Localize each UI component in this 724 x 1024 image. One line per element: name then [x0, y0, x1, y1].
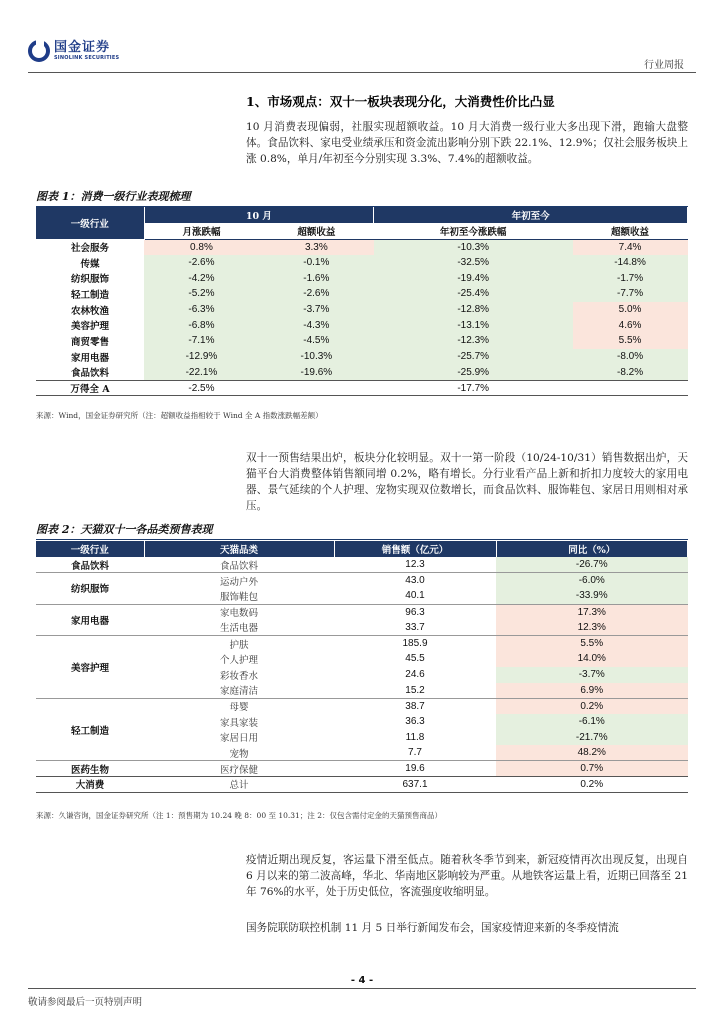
industry-name: 纺织服饰 [70, 274, 109, 286]
category-name: 宠物 [229, 748, 249, 760]
yoy-value: -33.9% [496, 588, 688, 604]
value-cell-ytd-excess: 4.6% [573, 317, 688, 333]
col-sales: 销售额（亿元） [334, 541, 496, 557]
value-cell-ytd-chg: -25.9% [374, 365, 573, 381]
value-cell-ytd-chg: -17.7% [374, 380, 573, 396]
industry-name: 社会服务 [70, 242, 109, 254]
sales-value: 19.6 [334, 761, 496, 777]
sales-value: 12.3 [405, 559, 425, 571]
industry-name: 美容护理 [36, 635, 144, 698]
category-name: 家居日用 [219, 733, 258, 745]
sales-value: 637.1 [334, 777, 496, 793]
industry-name: 美容护理 [70, 321, 109, 333]
value-cell-ytd-chg: -12.8% [374, 302, 573, 318]
value-cell-oct-chg: -6.8% [144, 317, 259, 333]
yoy-value: 6.9% [496, 683, 688, 699]
figure-2-source: 来源：久谦咨询，国金证券研究所（注 1：预售期为 10.24 晚 8：00 至 10.31；注 2：仅包含需付定金的天猫预售商品） [36, 811, 442, 820]
yoy-value: -21.7% [496, 730, 688, 746]
table-row [36, 349, 688, 365]
yoy-value: -26.7% [496, 557, 688, 573]
industry-name: 家用电器 [70, 352, 109, 364]
table-row [36, 333, 688, 349]
value-cell-oct-excess: -1.6% [259, 270, 374, 286]
table-row [36, 698, 688, 714]
col-industry: 一级行业 [36, 541, 144, 557]
sales-value: 40.1 [405, 590, 425, 602]
col-group-oct: 10 月 [144, 207, 374, 223]
value-cell-oct-chg: -22.1% [144, 365, 259, 381]
figure-1-table [36, 207, 688, 396]
value-cell-oct-excess: -4.5% [259, 333, 374, 349]
yoy-value: 17.3% [496, 604, 688, 620]
value-cell-oct-chg: -12.9% [144, 349, 259, 365]
category-name: 食品饮料 [219, 560, 258, 572]
category-name: 服饰鞋包 [219, 591, 258, 603]
value-cell-ytd-chg: -32.5% [374, 255, 573, 271]
value-cell-ytd-excess: 5.0% [573, 302, 688, 318]
yoy-value: -6.0% [496, 573, 688, 589]
value-cell-oct-chg: -2.5% [144, 380, 259, 396]
sales-value: 15.2 [405, 684, 425, 696]
paragraph-2: 双十一预售结果出炉，板块分化较明显。双十一第一阶段（10/24-10/31）销售数据出炉，天猫平台大消费整体销售额同增 0.2%，略有增长。分行业看产品上新和折扣力度较大的家用电器、景气延续的个人护理、宠物实现双位数增长，而食品饮料、服饰鞋包、家居日用则相对承压。 [246, 452, 688, 512]
col-oct-chg: 月涨跌幅 [144, 223, 259, 239]
value-cell-oct-excess: -19.6% [259, 365, 374, 381]
col-industry: 一级行业 [36, 207, 144, 239]
table-row [36, 761, 688, 777]
value-cell-ytd-excess: -8.0% [573, 349, 688, 365]
logo-cn-text: 国金证券 [54, 40, 111, 55]
sales-value: 24.6 [405, 669, 425, 681]
category-name: 彩妆香水 [219, 670, 258, 682]
category-name: 医疗保健 [144, 761, 334, 777]
value-cell-ytd-chg: -13.1% [374, 317, 573, 333]
value-cell-ytd-chg: -10.3% [374, 239, 573, 255]
figure-1-source: 来源：Wind，国金证券研究所（注：超额收益指相较于 Wind 全 A 指数涨跌幅差额） [36, 411, 323, 420]
logo-icon [28, 40, 50, 62]
industry-name: 万得全 A [36, 380, 144, 396]
yoy-value: 48.2% [496, 745, 688, 761]
value-cell-ytd-chg: -25.7% [374, 349, 573, 365]
table-row [36, 777, 688, 793]
value-cell-oct-excess [259, 380, 374, 396]
sales-value: 36.3 [405, 716, 425, 728]
figure-1-title: 图表 1：消费一级行业表现梳理 [36, 188, 688, 207]
paragraph-1: 10 月消费表现偏弱，社服实现超额收益。10 月大消费一级行业大多出现下滑，跑输大盘整体。食品饮料、家电受业绩承压和资金流出影响分别下跌 22.1%、12.9%；仅社会服务板块上涨 0.8%，单月/年初至今分别实现 3.3%、7.4%的超额收益。 [246, 121, 688, 165]
logo-en-text: SINOLINK SECURITIES [54, 55, 120, 61]
yoy-value: -6.1% [496, 714, 688, 730]
value-cell-ytd-excess: 7.4% [573, 239, 688, 255]
value-cell-ytd-chg: -12.3% [374, 333, 573, 349]
page-number: - 4 - [350, 975, 374, 986]
table-row [36, 557, 688, 573]
table-row [36, 317, 688, 333]
industry-name: 轻工制造 [36, 698, 144, 761]
sales-value: 96.3 [334, 604, 496, 620]
brand-logo [28, 40, 119, 62]
sales-value: 38.7 [334, 698, 496, 714]
value-cell-oct-chg: -2.6% [144, 255, 259, 271]
value-cell-oct-chg: -4.2% [144, 270, 259, 286]
doc-type-label: 行业周报 [644, 60, 684, 71]
value-cell-ytd-excess: -14.8% [573, 255, 688, 271]
sales-value: 7.7 [408, 747, 422, 759]
industry-name: 食品饮料 [70, 368, 109, 380]
table-row [36, 380, 688, 396]
industry-name: 农林牧渔 [70, 305, 109, 317]
value-cell-oct-excess: -0.1% [259, 255, 374, 271]
figure-2-title: 图表 2：天猫双十一各品类预售表现 [36, 521, 688, 540]
table-row [36, 365, 688, 381]
category-name: 个人护理 [219, 654, 258, 666]
col-ytd-chg: 年初至今涨跌幅 [374, 223, 573, 239]
figure-2-table [36, 541, 688, 793]
value-cell-ytd-excess: -1.7% [573, 270, 688, 286]
industry-name: 传媒 [80, 258, 100, 270]
table-row [36, 270, 688, 286]
value-cell-oct-chg: -7.1% [144, 333, 259, 349]
value-cell-oct-excess: -2.6% [259, 286, 374, 302]
table-row [36, 255, 688, 271]
category-name: 运动户外 [144, 573, 334, 589]
value-cell-ytd-excess [573, 380, 688, 396]
category-name: 总计 [144, 777, 334, 793]
footer-divider [28, 988, 696, 989]
yoy-value: 5.5% [496, 635, 688, 651]
industry-name: 大消费 [36, 777, 144, 793]
sales-value: 43.0 [334, 573, 496, 589]
industry-name: 食品饮料 [70, 560, 109, 572]
sales-value: 33.7 [405, 621, 425, 633]
industry-name: 家用电器 [36, 604, 144, 635]
value-cell-oct-excess: -4.3% [259, 317, 374, 333]
value-cell-ytd-excess: 5.5% [573, 333, 688, 349]
yoy-value: 0.7% [496, 761, 688, 777]
category-name: 家电数码 [144, 604, 334, 620]
value-cell-oct-chg: -5.2% [144, 286, 259, 302]
table-row [36, 573, 688, 589]
sales-value: 185.9 [334, 635, 496, 651]
sales-value: 45.5 [405, 653, 425, 665]
category-name: 生活电器 [219, 623, 258, 635]
disclaimer-note: 敬请参阅最后一页特别声明 [28, 997, 143, 1008]
industry-name: 轻工制造 [70, 289, 109, 301]
category-name: 家庭清洁 [219, 686, 258, 698]
col-yoy: 同比（%） [496, 541, 688, 557]
col-group-ytd: 年初至今 [374, 207, 688, 223]
yoy-value: 12.3% [496, 620, 688, 636]
table-row [36, 302, 688, 318]
yoy-value: -3.7% [496, 667, 688, 683]
section-title: 1、市场观点：双十一板块表现分化，大消费性价比凸显 [246, 94, 555, 109]
col-ytd-excess: 超额收益 [573, 223, 688, 239]
col-category: 天猫品类 [144, 541, 334, 557]
value-cell-ytd-chg: -25.4% [374, 286, 573, 302]
header-divider [28, 72, 696, 73]
paragraph-3: 疫情近期出现反复，客运量下滑至低点。随着秋冬季节到来，新冠疫情再次出现反复，出现自 6 月以来的第二波高峰，华北、华南地区影响较为严重。从地铁客运量上看，近期已回落至 21 年 76%的水平，处于历史低位，客流强度收缩明显。 [246, 854, 688, 898]
value-cell-ytd-excess: -7.7% [573, 286, 688, 302]
value-cell-ytd-excess: -8.2% [573, 365, 688, 381]
table-row [36, 286, 688, 302]
yoy-value: 0.2% [496, 698, 688, 714]
industry-name: 商贸零售 [70, 336, 109, 348]
value-cell-oct-excess: -10.3% [259, 349, 374, 365]
yoy-value: 14.0% [496, 651, 688, 667]
table-row [36, 604, 688, 620]
table-row [36, 635, 688, 651]
yoy-value: 0.2% [496, 777, 688, 793]
value-cell-oct-excess: 3.3% [259, 239, 374, 255]
paragraph-4: 国务院联防联控机制 11 月 5 日举行新闻发布会，国家疫情迎来新的冬季疫情流 [246, 922, 619, 934]
value-cell-oct-chg: 0.8% [144, 239, 259, 255]
value-cell-oct-excess: -3.7% [259, 302, 374, 318]
value-cell-oct-chg: -6.3% [144, 302, 259, 318]
table-row [36, 239, 688, 255]
industry-name: 纺织服饰 [36, 573, 144, 604]
col-oct-excess: 超额收益 [259, 223, 374, 239]
category-name: 母婴 [144, 698, 334, 714]
value-cell-ytd-chg: -19.4% [374, 270, 573, 286]
industry-name: 医药生物 [36, 761, 144, 777]
category-name: 护肤 [144, 635, 334, 651]
category-name: 家具家装 [219, 717, 258, 729]
sales-value: 11.8 [405, 731, 425, 743]
